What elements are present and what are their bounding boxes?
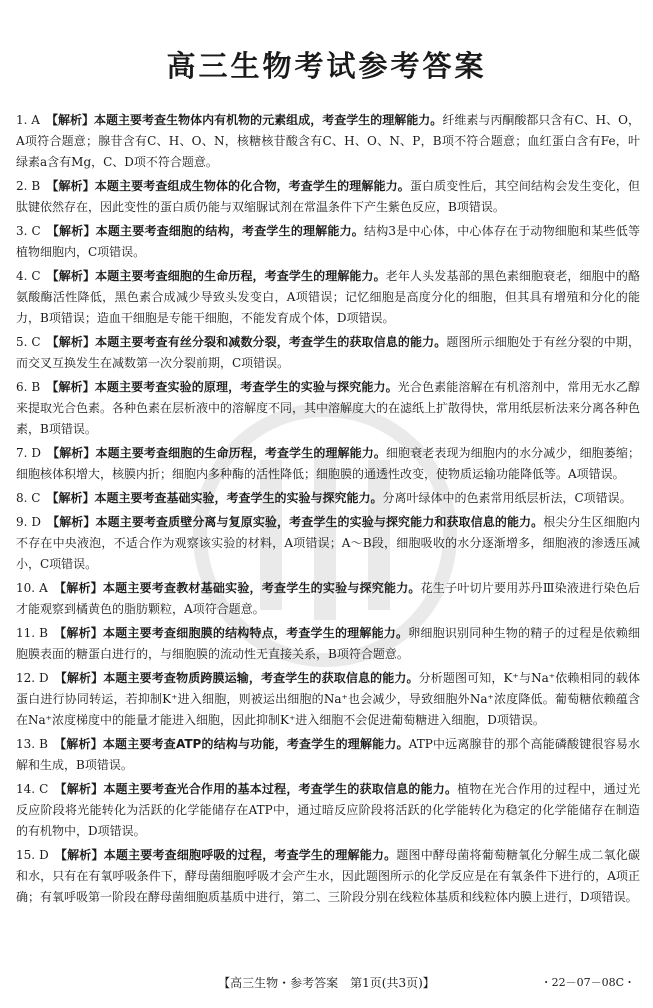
answer-number: 5. C	[16, 335, 41, 349]
answer-item	[16, 623, 640, 665]
answer-number: 12. D	[16, 671, 49, 685]
analysis-body: 根尖分生区细胞内不存在中央液泡，不适合作为观察该实验的材料，A项错误；A～B段，细胞吸收的水分逐渐增多，细胞液的渗透压减小，C项错误。	[16, 515, 640, 571]
answer-item	[16, 266, 640, 329]
answer-item	[16, 779, 640, 842]
analysis-tag: 【解析】	[54, 782, 104, 796]
answer-number: 7. D	[16, 446, 41, 460]
analysis-body: 蛋白质变性后，其空间结构会发生变化，但肽键依然存在，因此变性的蛋白质仍能与双缩脲试剂在常温条件下产生紫色反应，B项错误。	[16, 179, 640, 214]
answer-number: 14. C	[16, 782, 49, 796]
answer-item	[16, 668, 640, 731]
analysis-tag: 【解析】	[46, 179, 95, 193]
analysis-tag: 【解析】	[47, 446, 96, 460]
answer-number: 8. C	[16, 491, 41, 505]
analysis-tag: 【解析】	[53, 626, 103, 640]
analysis-intro: 本题主要考查细胞的生命历程，考查学生的理解能力。	[95, 446, 386, 460]
analysis-body: 光合色素能溶解在有机溶剂中，常用无水乙醇来提取光合色素。各种色素在层析液中的溶解度不同，其中溶解度大的在滤纸上扩散得快，常用纸层析法来分离各种色素，B项错误。	[16, 380, 641, 436]
analysis-tag: 【解析】	[46, 491, 95, 505]
answer-number: 11. B	[16, 626, 48, 640]
page-footer	[0, 970, 653, 994]
analysis-tag: 【解析】	[53, 737, 103, 751]
analysis-body: 题图所示细胞处于有丝分裂的中期，而交叉互换发生在减数第一次分裂前期，C项错误。	[16, 335, 640, 370]
analysis-body: 花生子叶切片要用苏丹Ⅲ染液进行染色后才能观察到橘黄色的脂肪颗粒，A项符合题意。	[16, 581, 640, 616]
analysis-body: 卵细胞识别同种生物的精子的过程是依赖细胞膜表面的糖蛋白进行的，与细胞膜的流动性无直接关系，B项符合题意。	[16, 626, 640, 661]
answer-number: 15. D	[16, 848, 49, 862]
answer-item	[16, 488, 640, 509]
answer-item	[16, 443, 640, 485]
analysis-tag: 【解析】	[45, 113, 95, 127]
analysis-tag: 【解析】	[46, 335, 96, 349]
answer-item	[16, 512, 640, 575]
analysis-body: 结构3是中心体，中心体存在于动物细胞和某些低等植物细胞内，C项错误。	[16, 224, 640, 259]
analysis-intro: 本题主要考查细胞的结构，考查学生的理解能力。	[95, 224, 365, 238]
analysis-intro: 本题主要考查光合作用的基本过程，考查学生的获取信息的能力。	[103, 782, 458, 796]
page-title: 高三生物考试参考答案	[166, 49, 487, 83]
answer-number: 13. B	[16, 737, 48, 751]
answer-item	[16, 734, 640, 776]
analysis-body: ATP中远离腺苷的那个高能磷酸键很容易水解和生成，B项错误。	[16, 737, 641, 772]
analysis-body: 植物在光合作用的过程中，通过光反应阶段将光能转化为活跃的化学能储存在ATP中，通过暗反应阶段将活跃的化学能转化为稳定的化学能储存在制造的有机物中，D项错误。	[16, 782, 640, 838]
answer-number: 6. B	[16, 380, 41, 394]
answer-item	[16, 845, 640, 908]
analysis-intro: 本题主要考查细胞呼吸的过程，考查学生的理解能力。	[103, 848, 397, 862]
answer-item	[16, 332, 640, 374]
analysis-intro: 本题主要考查教材基础实验，考查学生的实验与探究能力。	[102, 581, 421, 595]
analysis-body: 细胞衰老表现为细胞内的水分减少，细胞萎缩；细胞核体积增大，核膜内折；细胞内多种酶的活性降低；细胞膜的通透性改变，使物质运输功能降低等。A项错误。	[16, 446, 640, 481]
analysis-intro: 本题主要考查ATP的结构与功能，考查学生的理解能力。	[102, 737, 409, 751]
analysis-tag: 【解析】	[54, 848, 104, 862]
answer-item	[16, 110, 640, 173]
answer-number: 3. C	[16, 224, 41, 238]
analysis-tag: 【解析】	[47, 515, 96, 529]
analysis-body: 分离叶绿体中的色素常用纸层析法，C项错误。	[382, 491, 632, 505]
analysis-body: 分析题图可知，K⁺与Na⁺依赖相同的载体蛋白进行协同转运，若抑制K⁺进入细胞，则被运出细胞的Na⁺也会减少，导致细胞外Na⁺浓度降低。葡萄糖依赖蕴含在Na⁺浓度梯度中的能量才能进入细胞，因此抑制K⁺进入细胞不会促进葡萄糖进入细胞，D项错误。	[16, 671, 640, 727]
answer-item	[16, 377, 640, 440]
answer-number: 2. B	[16, 179, 41, 193]
answer-list	[16, 110, 640, 911]
analysis-intro: 本题主要考查细胞膜的结构特点，考查学生的理解能力。	[102, 626, 409, 640]
answer-item	[16, 176, 640, 218]
analysis-tag: 【解析】	[46, 224, 96, 238]
answer-number: 10. A	[16, 581, 48, 595]
answer-number: 9. D	[16, 515, 41, 529]
analysis-tag: 【解析】	[53, 581, 103, 595]
footer-page-info: 【高三生物・参考答案 第1页(共3页)】	[218, 976, 435, 990]
answer-item	[16, 578, 640, 620]
analysis-body: 老年人头发基部的黑色素细胞衰老，细胞中的酪氨酸酶活性降低，黑色素合成减少导致头发变白，A项错误；记忆细胞是高度分化的细胞，但其具有增殖和分化的能力，B项错误；造血干细胞是专能干细胞，不能发育成个体，D项错误。	[16, 269, 640, 325]
analysis-intro: 本题主要考查物质跨膜运输，考查学生的获取信息的能力。	[103, 671, 419, 685]
footer-code: ・22－07－08C・	[540, 976, 635, 989]
analysis-body: 题图中酵母菌将葡萄糖氧化分解生成二氧化碳和水，只有在有氧呼吸条件下，酵母菌细胞呼吸才会产生水，因此题图所示的化学反应是在有氧条件下进行的，A项正确；有氧呼吸第一阶段在酵母菌细胞质基质中进行，第二、三阶段分别在线粒体基质和线粒体内膜上进行，D项错误。	[16, 848, 640, 904]
answer-number: 4. C	[16, 269, 41, 283]
analysis-intro: 本题主要考查有丝分裂和减数分裂，考查学生的获取信息的能力。	[95, 335, 447, 349]
analysis-intro: 本题主要考查组成生物体的化合物，考查学生的理解能力。	[94, 179, 410, 193]
answer-number: 1. A	[16, 113, 40, 127]
analysis-intro: 本题主要考查质壁分离与复原实验，考查学生的实验与探究能力和获取信息的能力。	[95, 515, 544, 529]
analysis-intro: 本题主要考查基础实验，考查学生的实验与探究能力。	[94, 491, 383, 505]
analysis-body: 纤维素与丙酮酸都只含有C、H、O，A项符合题意；腺苷含有C、H、O、N，核糖核苷酸含有C、H、O、N、P，B项不符合题意；血红蛋白含有Fe，叶绿素a含有Mg，C、D项不符合题意。	[16, 113, 640, 169]
analysis-tag: 【解析】	[46, 380, 95, 394]
analysis-tag: 【解析】	[46, 269, 96, 283]
analysis-intro: 本题主要考查生物体内有机物的元素组成，考查学生的理解能力。	[94, 113, 443, 127]
analysis-intro: 本题主要考查实验的原理，考查学生的实验与探究能力。	[94, 380, 398, 394]
analysis-intro: 本题主要考查细胞的生命历程，考查学生的理解能力。	[95, 269, 386, 283]
analysis-tag: 【解析】	[54, 671, 104, 685]
answer-item	[16, 221, 640, 263]
